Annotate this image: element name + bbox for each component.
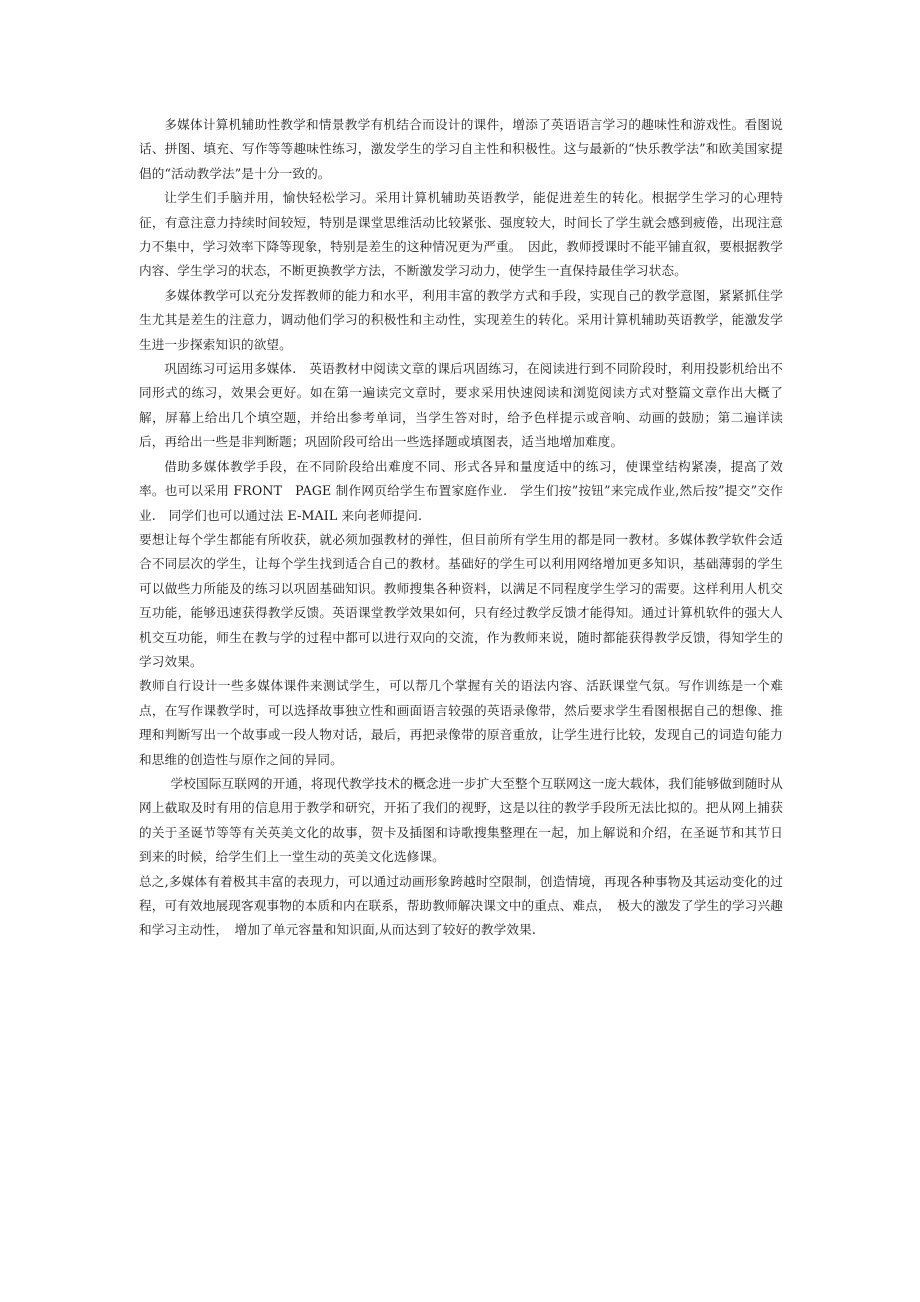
paragraph-conclusion: 总之,多媒体有着极其丰富的表现力，可以通过动画形象跨越时空限制，创造情境，再现各种事物及其运动变化的过程，可有效地展现客观事物的本质和内在联系，帮助教师解决课文中的重点、难点， 极大的激发了学生的学习兴趣和学习主动性， 增加了单元容量和知识面,从而达到了较好的教学效果. xyxy=(139,873,783,938)
paragraph-multimedia-games: 多媒体计算机辅助性教学和情景教学有机结合而设计的课件，增添了英语语言学习的趣味性和游戏性。看图说话、拼图、填充、写作等等趣味性练习，激发学生的学习自主性和积极性。这与最新的“快乐教学法”和欧美国家提倡的“活动教学法”是十分一致的。 xyxy=(139,117,783,181)
paragraph-hands-and-minds: 让学生们手脑并用，愉快轻松学习。采用计算机辅助英语教学，能促进差生的转化。根据学生学习的心理特征，有意注意力持续时间较短，特别是课堂思维活动比较紧张、强度较大，时间长了学生就会感到疲倦，出现注意力不集中，学习效率下降等现象，特别是差生的这种情况更为严重。 因此，教师授课时不能平铺直叙，要根据教学内容、学生学习的状态，不断更换教学方法，不断激发学习动力，使学生一直保持最佳学习状态。 xyxy=(139,190,783,279)
paragraph-writing-training: 教师自行设计一些多媒体课件来测试学生，可以帮几个掌握有关的语法内容、活跃课堂气氛。写作训练是一个难点，在写作课教学时，可以选择故事独立性和画面语言较强的英语录像带，然后要求学生看图根据自己的想像、推理和判断写出一个故事或一段人物对话，最后，再把录像带的原音重放，让学生进行比较，发现自己的词造句能力和思维的创造性与原作之间的异同。 xyxy=(139,678,783,767)
document-body xyxy=(139,113,783,943)
paragraph-materials-flexibility: 要想让每个学生都能有所收获，就必须加强教材的弹性，但目前所有学生用的都是同一教材。多媒体教学软件会适合不同层次的学生，让每个学生找到适合自己的教材。基础好的学生可以利用网络增加更多知识，基础薄弱的学生可以做些力所能及的练习以巩固基础知识。教师搜集各种资料，以满足不同程度学生学习的需要。这样利用人机交互功能，能够迅速获得教学反馈。英语课堂教学效果如何，只有经过教学反馈才能得知。通过计算机软件的强大人机交互功能，师生在教与学的过程中都可以进行双向的交流，作为教师来说，随时都能获得教学反馈，得知学生的学习效果。 xyxy=(139,531,783,669)
paragraph-internet-resources: 学校国际互联网的开通，将现代教学技术的概念进一步扩大至整个互联网这一庞大载体，我们能够做到随时从网上截取及时有用的信息用于教学和研究，开拓了我们的视野，这是以往的教学手段所无法比拟的。把从网上捕获的关于圣诞节等等有关英美文化的故事，贺卡及插图和诗歌搜集整理在一起，加上解说和介绍，在圣诞节和其节日到来的时候，给学生们上一堂生动的英美文化选修课。 xyxy=(139,775,783,865)
paragraph-homework-online: 借助多媒体教学手段，在不同阶段给出难度不同、形式各异和量度适中的练习，使课堂结构紧凑，提高了效率。也可以采用 FRONT PAGE 制作网页给学生布置家庭作业. 学生们按”按钮”来完成作业,然后按”提交”交作业. 同学们也可以通过法 E-MAIL 来向老师提问. xyxy=(139,458,783,523)
paragraph-consolidation-exercises: 巩固练习可运用多媒体. 英语教材中阅读文章的课后巩固练习，在阅读进行到不同阶段时，利用投影机给出不同形式的练习，效果会更好。如在第一遍读完文章时，要求采用快速阅读和浏览阅读方式对整篇文章作出大概了解，屏幕上给出几个填空题，并给出参考单词，当学生答对时，给予色样提示或音响、动画的鼓励；第二遍详读后，再给出一些是非判断题；巩固阶段可给出一些选择题或填图表，适当地增加难度。 xyxy=(139,361,783,450)
paragraph-teacher-ability: 多媒体教学可以充分发挥教师的能力和水平，利用丰富的教学方式和手段，实现自己的教学意图，紧紧抓住学生尤其是差生的注意力，调动他们学习的积极性和主动性，实现差生的转化。采用计算机辅助英语教学，能激发学生进一步探索知识的欲望。 xyxy=(139,287,783,352)
